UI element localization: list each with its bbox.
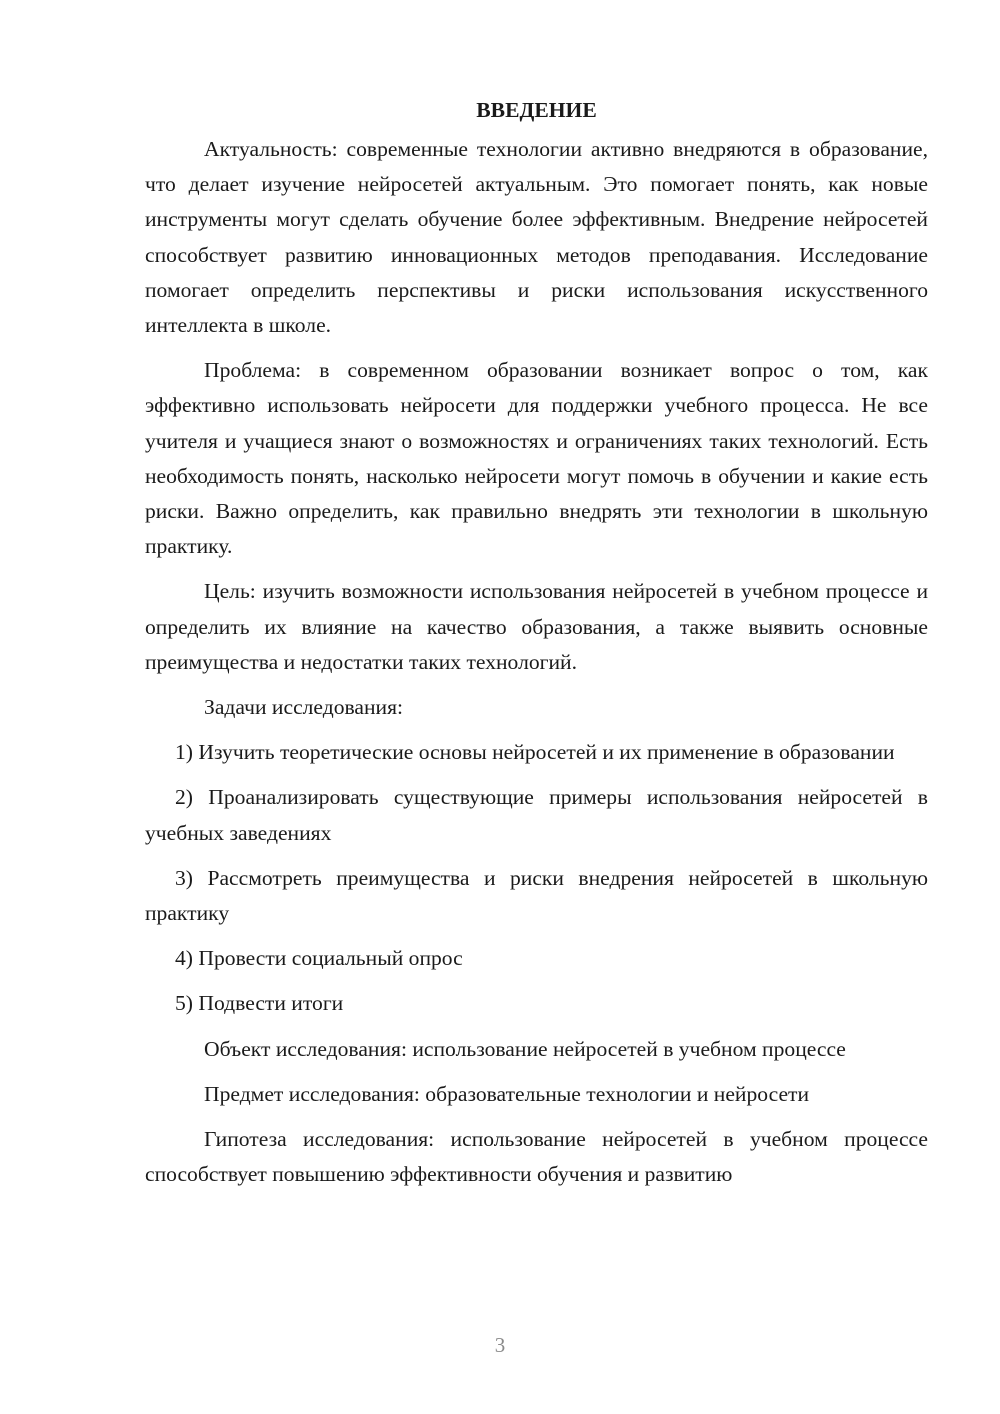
document-body	[145, 92, 928, 1202]
relevance-paragraph: Актуальность: современные технологии активно внедряются в образование, что делает изучение нейросетей актуальным. Это помогает понять, как новые инструменты могут сделать обучение более эффективным. Внедрение нейросетей способствует развитию инновационных методов преподавания. Исследование помогает определить перспективы и риски использования искусственного интеллекта в школе.	[145, 137, 928, 338]
tasks-heading: Задачи исследования:	[204, 695, 404, 720]
task-item: 4) Провести социальный опрос	[175, 946, 463, 971]
object-paragraph: Объект исследования: использование нейросетей в учебном процессе	[204, 1036, 846, 1061]
hypothesis-paragraph: Гипотеза исследования: использование нейросетей в учебном процессе способствует повышению эффективности обучения и развитию	[145, 1127, 928, 1187]
task-item: 2) Проанализировать существующие примеры использования нейросетей в учебных заведениях	[145, 785, 928, 845]
task-item: 5) Подвести итоги	[175, 991, 344, 1016]
problem-paragraph: Проблема: в современном образовании возникает вопрос о том, как эффективно использовать нейросети для поддержки учебного процесса. Не все учителя и учащиеся знают о возможностях и ограничениях таких технологий. Есть необходимость понять, насколько нейросети могут помочь в обучении и какие есть риски. Важно определить, как правильно внедрять эти технологии в школьную практику.	[145, 358, 928, 559]
task-item: 3) Рассмотреть преимущества и риски внедрения нейросетей в школьную практику	[145, 865, 928, 926]
page-number: 3	[494, 1333, 506, 1357]
subject-paragraph: Предмет исследования: образовательные технологии и нейросети	[204, 1081, 810, 1106]
page-title: ВВЕДЕНИЕ	[476, 98, 597, 122]
task-item: 1) Изучить теоретические основы нейросетей и их применение в образовании	[175, 740, 895, 765]
goal-paragraph: Цель: изучить возможности использования нейросетей в учебном процессе и определить их влияние на качество образования, а также выявить основные преимущества и недостатки таких технологий.	[145, 579, 928, 674]
